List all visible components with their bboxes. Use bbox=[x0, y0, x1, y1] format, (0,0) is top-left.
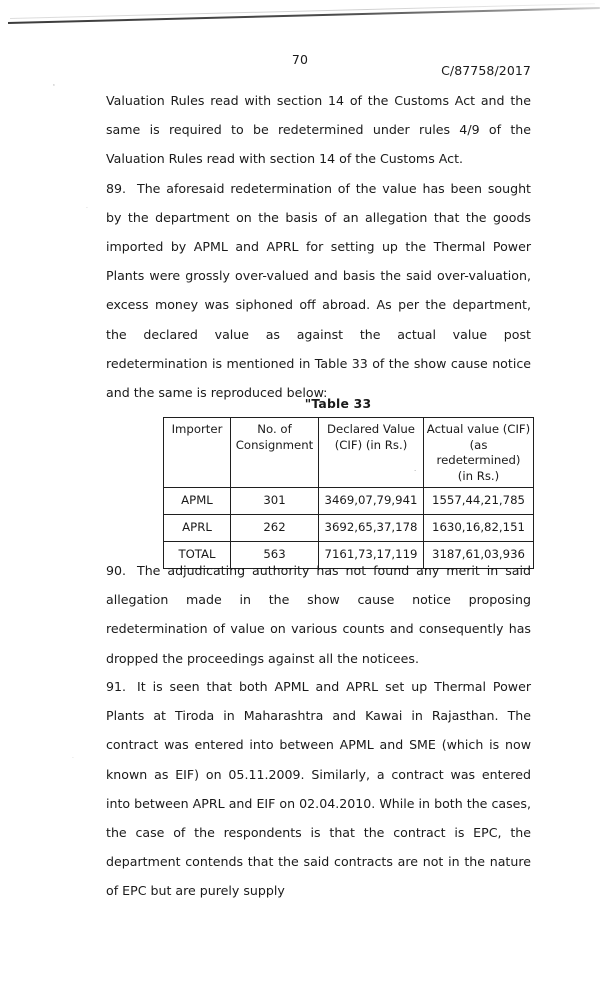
cell-declared-value: 3469,07,79,941 bbox=[319, 488, 424, 515]
column-header-actual-line2: (as redetermined) bbox=[436, 437, 521, 467]
table-title: "Table 33 bbox=[304, 396, 372, 411]
column-header-consignment-line1: No. of bbox=[257, 422, 292, 436]
column-header-consignment-line2: Consignment bbox=[235, 437, 314, 452]
cell-actual-value: 1557,44,21,785 bbox=[424, 488, 534, 515]
paragraph-91 bbox=[106, 672, 531, 906]
paragraph-91-text: It is seen that both APML and APRL set up Thermal Power Plants at Tiroda in Maharashtra and Kawai in Rajasthan. The contract was entered into between APML and SME (which is now known as EIF) on 05.11.2009. Similarly, a contract was entered into between APRL and EIF on 02.04.2010. While in both the cases, the case of the respondents is that the contract is EPC, the department contends that the said contracts are not in the nature of EPC but are purely supply bbox=[106, 679, 531, 899]
table-33 bbox=[163, 417, 534, 569]
cell-consignments: 301 bbox=[231, 488, 319, 515]
column-header-declared-line1: Declared Value bbox=[327, 422, 415, 436]
page-header bbox=[0, 52, 600, 86]
paragraph-90-number: 90. bbox=[106, 563, 127, 578]
page-number: 70 bbox=[291, 52, 309, 67]
scan-speck-lower: · bbox=[72, 755, 74, 762]
paragraph-89 bbox=[106, 174, 531, 408]
document-body-bottom bbox=[106, 672, 531, 906]
paragraph-89-text: The aforesaid redetermination of the value has been sought by the department on the basis of an allegation that the goods imported by APML and APRL for setting up the Thermal Power Plants were grossly over-valued and basis the said over-valuation, excess money was siphoned off abroad. As per the department, the declared value as against the actual value post redetermination is mentioned in Table 33 of the show cause notice and the same is reproduced below: bbox=[106, 180, 531, 401]
document-body-top bbox=[106, 86, 531, 407]
table-33-block bbox=[163, 396, 531, 569]
case-number: C/87758/2017 bbox=[441, 63, 531, 78]
cell-consignments: 563 bbox=[231, 542, 319, 569]
cell-actual-value: 3187,61,03,936 bbox=[424, 542, 534, 569]
paragraph-continuation: Valuation Rules read with section 14 of the Customs Act and the same is required to be redetermined under rules 4/9 of the Valuation Rules read with section 14 of the Customs Act. bbox=[106, 93, 531, 167]
cell-importer: TOTAL bbox=[164, 542, 231, 569]
cell-declared-value: 7161,73,17,119 bbox=[319, 542, 424, 569]
paragraph-90-text: The adjudicating authority has not found any merit in said allegation made in the show cause notice proposing redetermination of value on various counts and consequently has dropped the proceedings against all the noticees. bbox=[106, 563, 531, 666]
scan-speck-table-cell: · bbox=[414, 467, 417, 475]
cell-importer: APRL bbox=[164, 515, 231, 542]
cell-actual-value: 1630,16,82,151 bbox=[424, 515, 534, 542]
column-header-consignment bbox=[231, 418, 319, 488]
column-header-actual-line1: Actual value (CIF) bbox=[426, 422, 531, 436]
table-row bbox=[164, 515, 534, 542]
document-body-middle bbox=[106, 556, 531, 673]
column-header-importer: Importer bbox=[164, 418, 231, 488]
cell-importer: APML bbox=[164, 488, 231, 515]
scan-speck-left-margin: · bbox=[51, 80, 58, 92]
table-header-row bbox=[164, 418, 534, 488]
paragraph-91-number: 91. bbox=[106, 679, 127, 694]
column-header-declared-line2: (CIF) (in Rs.) bbox=[334, 437, 408, 452]
paragraph-89-number: 89. bbox=[106, 180, 127, 196]
scan-speck-upper: · bbox=[86, 205, 88, 212]
paragraph-90 bbox=[106, 556, 531, 673]
cell-declared-value: 3692,65,37,178 bbox=[319, 515, 424, 542]
cell-consignments: 262 bbox=[231, 515, 319, 542]
column-header-actual-value bbox=[424, 418, 534, 488]
column-header-declared-value bbox=[319, 418, 424, 488]
column-header-actual-line3: (in Rs.) bbox=[457, 468, 500, 483]
table-row bbox=[164, 488, 534, 515]
